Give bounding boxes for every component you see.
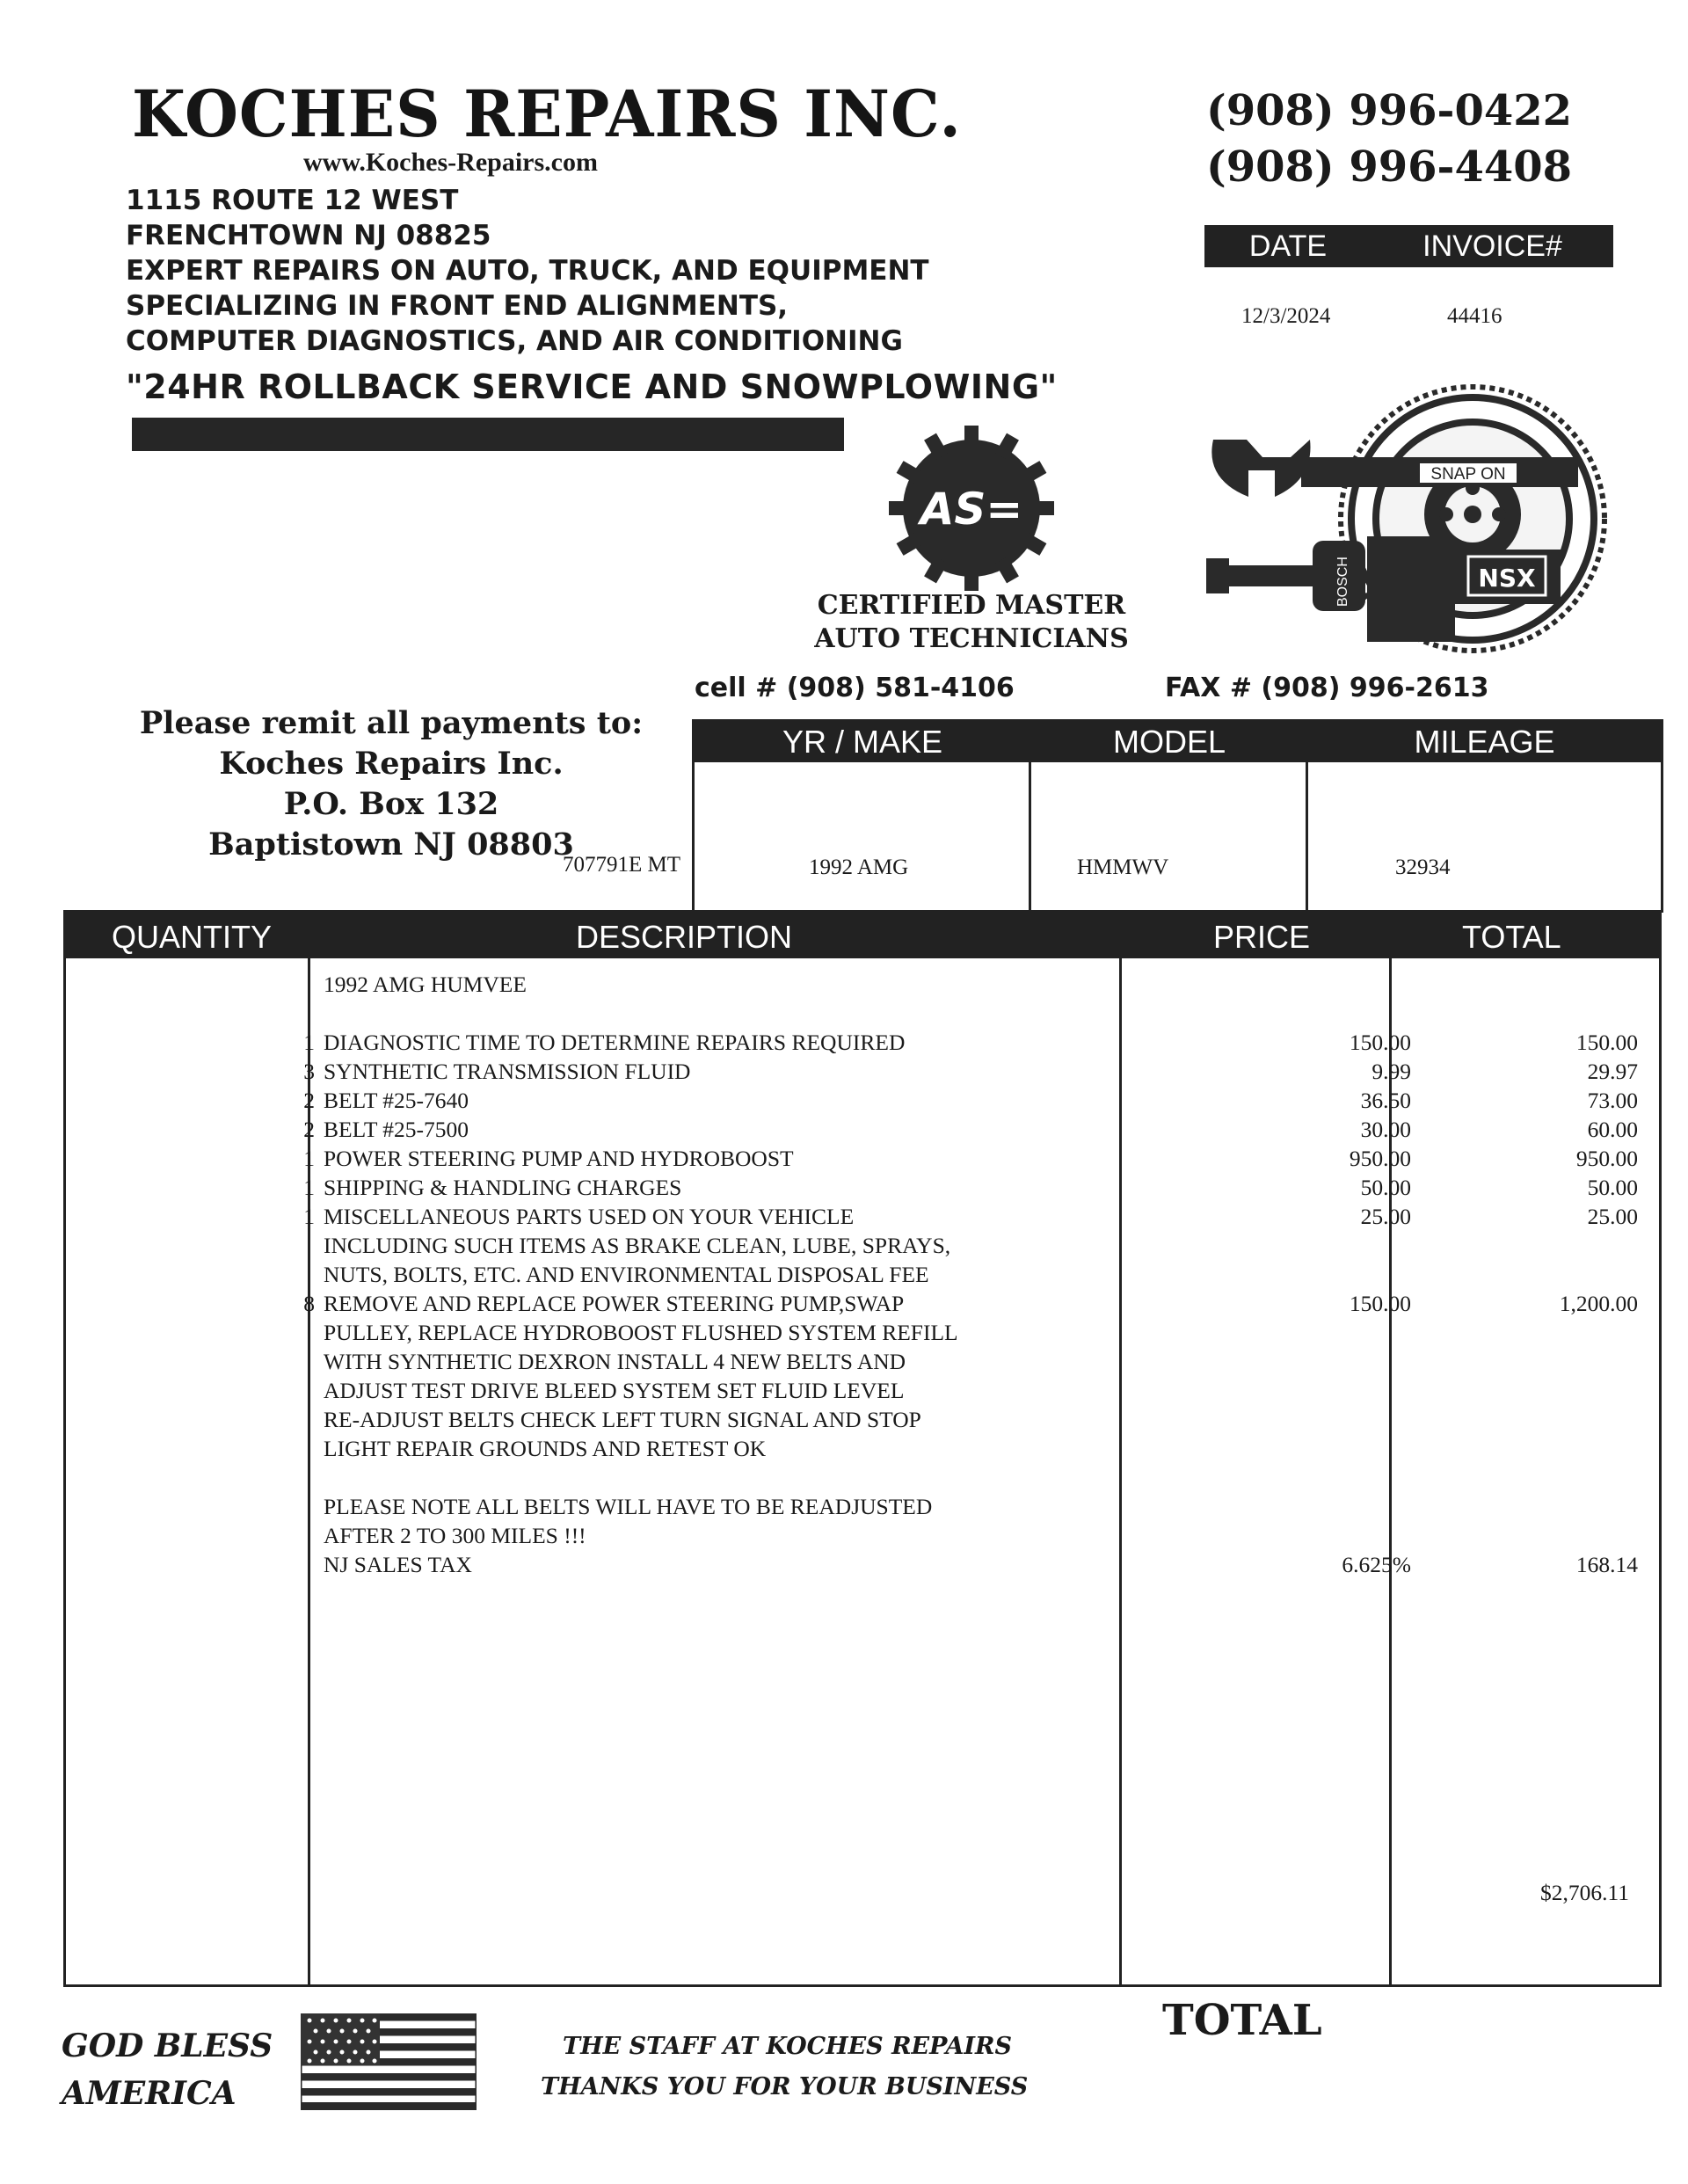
table-row — [66, 1434, 1659, 1463]
line-description: PLEASE NOTE ALL BELTS WILL HAVE TO BE READJUSTED — [324, 1494, 933, 1519]
invoice-number: 44416 — [1447, 304, 1502, 328]
mileage-header: MILEAGE — [1414, 724, 1555, 760]
company-name: KOCHES REPAIRS INC. — [132, 75, 962, 153]
snap-on-tools-logo-icon — [1196, 374, 1618, 664]
vehicle-table-header — [695, 722, 1661, 762]
line-quantity: 2 — [303, 1088, 315, 1113]
line-description: AFTER 2 TO 300 MILES !!! — [324, 1523, 586, 1548]
line-description: RE-ADJUST BELTS CHECK LEFT TURN SIGNAL AND STOP — [324, 1407, 921, 1432]
services-line: SPECIALIZING IN FRONT END ALIGNMENTS, — [126, 290, 789, 322]
invoice-number-label: INVOICE# — [1422, 229, 1562, 263]
column-divider — [1306, 722, 1308, 910]
remit-line: Baptistown NJ 08803 — [208, 826, 574, 863]
column-divider — [1029, 722, 1031, 910]
line-description: 1992 AMG HUMVEE — [324, 972, 527, 997]
line-price: 9.99 — [1372, 1059, 1411, 1084]
phone-number: (908) 996-0422 — [1206, 86, 1573, 135]
bosch-text: BOSCH — [1335, 557, 1350, 607]
ase-logo-text: AS= — [920, 484, 1023, 535]
vehicle-year-make: 1992 AMG — [809, 855, 909, 879]
services-line: COMPUTER DIAGNOSTICS, AND AIR CONDITIONING — [126, 325, 903, 357]
table-row — [66, 1289, 1659, 1318]
line-description: INCLUDING SUCH ITEMS AS BRAKE CLEAN, LUBE, SPRAYS, — [324, 1233, 951, 1258]
line-total: 150.00 — [1575, 1030, 1638, 1055]
cert-line-2: AUTO TECHNICIANS — [814, 623, 1129, 654]
line-price: 6.625% — [1342, 1552, 1411, 1577]
invoice-date: 12/3/2024 — [1241, 304, 1331, 328]
line-price: 150.00 — [1349, 1291, 1411, 1316]
date-label: DATE — [1248, 229, 1328, 263]
line-quantity: 2 — [303, 1117, 315, 1142]
remit-line: P.O. Box 132 — [283, 786, 499, 822]
line-description: NUTS, BOLTS, ETC. AND ENVIRONMENTAL DISPOSAL FEE — [324, 1262, 929, 1287]
table-row — [66, 1550, 1659, 1579]
american-flag-icon — [301, 2013, 477, 2110]
line-description: POWER STEERING PUMP AND HYDROBOOST — [324, 1146, 794, 1171]
line-price: 30.00 — [1360, 1117, 1411, 1142]
line-quantity: 3 — [303, 1059, 315, 1084]
line-price: 950.00 — [1349, 1146, 1411, 1171]
line-description: MISCELLANEOUS PARTS USED ON YOUR VEHICLE — [324, 1204, 855, 1229]
address-line: FRENCHTOWN NJ 08825 — [126, 220, 491, 251]
vehicle-model: HMMWV — [1077, 855, 1169, 879]
table-row — [66, 1057, 1659, 1086]
table-row — [66, 999, 1659, 1028]
line-total: 73.00 — [1587, 1088, 1638, 1113]
cell-phone: cell # (908) 581-4106 — [695, 673, 1015, 703]
fax-number: FAX # (908) 996-2613 — [1165, 673, 1489, 703]
model-header: MODEL — [1112, 724, 1226, 760]
grand-total-value: $2,706.11 — [1539, 1880, 1629, 1905]
snap-on-text: SNAP ON — [1430, 465, 1506, 484]
table-row — [66, 1173, 1659, 1202]
vehicle-mileage: 32934 — [1395, 855, 1451, 879]
line-description: BELT #25-7640 — [324, 1088, 469, 1113]
line-total: 29.97 — [1587, 1059, 1638, 1084]
line-description: SYNTHETIC TRANSMISSION FLUID — [324, 1059, 691, 1084]
header-divider-bar — [132, 418, 844, 451]
thank-you-line: THE STAFF AT KOCHES REPAIRS — [563, 2033, 1012, 2060]
table-row — [66, 1260, 1659, 1289]
table-row — [66, 1405, 1659, 1434]
invoice-line-items-table — [63, 910, 1662, 1987]
line-description: DIAGNOSTIC TIME TO DETERMINE REPAIRS REQUIRED — [324, 1030, 906, 1055]
line-price: 50.00 — [1360, 1175, 1411, 1200]
line-description: WITH SYNTHETIC DEXRON INSTALL 4 NEW BELTS AND — [324, 1349, 906, 1374]
yr-make-header: YR / MAKE — [782, 724, 943, 760]
table-row — [66, 1202, 1659, 1231]
table-row — [66, 1231, 1659, 1260]
remit-line: Koches Repairs Inc. — [219, 746, 564, 782]
cert-line-1: CERTIFIED MASTER — [817, 590, 1126, 621]
line-price: 25.00 — [1360, 1204, 1411, 1229]
vehicle-vin: 707791E MT — [563, 853, 681, 877]
table-row — [66, 1347, 1659, 1376]
line-quantity: 8 — [303, 1291, 315, 1316]
line-price: 150.00 — [1349, 1030, 1411, 1055]
address-line: 1115 ROUTE 12 WEST — [126, 185, 459, 216]
table-row — [66, 1115, 1659, 1144]
line-total: 168.14 — [1575, 1552, 1638, 1577]
table-row — [66, 1463, 1659, 1492]
table-row — [66, 1376, 1659, 1405]
vehicle-info-table — [692, 719, 1663, 913]
line-total: 950.00 — [1575, 1146, 1638, 1171]
line-description: LIGHT REPAIR GROUNDS AND RETEST OK — [324, 1436, 767, 1461]
line-quantity: 1 — [303, 1204, 315, 1229]
line-quantity: 1 — [303, 1175, 315, 1200]
line-description: PULLEY, REPLACE HYDROBOOST FLUSHED SYSTEM REFILL — [324, 1320, 958, 1345]
line-total: 60.00 — [1587, 1117, 1638, 1142]
slogan: "24HR ROLLBACK SERVICE AND SNOWPLOWING" — [126, 368, 1058, 406]
line-price: 36.50 — [1360, 1088, 1411, 1113]
god-bless-america-text — [62, 2022, 273, 2117]
thank-you-line: THANKS YOU FOR YOUR BUSINESS — [541, 2073, 1029, 2100]
table-row — [66, 1492, 1659, 1521]
line-description: SHIPPING & HANDLING CHARGES — [324, 1175, 682, 1200]
line-description: NJ SALES TAX — [324, 1552, 472, 1577]
remit-line: Please remit all payments to: — [139, 705, 644, 741]
table-row — [66, 970, 1659, 999]
quantity-header: QUANTITY — [112, 919, 273, 955]
table-row — [66, 1318, 1659, 1347]
table-row — [66, 1144, 1659, 1173]
certified-master-text — [791, 589, 1152, 656]
services-line: EXPERT REPAIRS ON AUTO, TRUCK, AND EQUIPMENT — [126, 255, 929, 287]
line-description: ADJUST TEST DRIVE BLEED SYSTEM SET FLUID LEVEL — [324, 1378, 905, 1403]
table-row — [66, 1521, 1659, 1550]
line-total: 25.00 — [1587, 1204, 1638, 1229]
price-header: PRICE — [1213, 919, 1311, 955]
line-quantity: 1 — [303, 1146, 315, 1171]
description-header: DESCRIPTION — [576, 919, 793, 955]
line-total: 1,200.00 — [1559, 1291, 1638, 1316]
total-header: TOTAL — [1462, 919, 1561, 955]
line-quantity: 1 — [303, 1030, 315, 1055]
nsx-text: NSX — [1478, 564, 1536, 593]
company-website: www.Koches-Repairs.com — [303, 148, 598, 177]
line-total: 50.00 — [1587, 1175, 1638, 1200]
line-description: BELT #25-7500 — [324, 1117, 469, 1142]
thank-you-message — [541, 2027, 1028, 2108]
god-bless-line: AMERICA — [62, 2075, 236, 2112]
phone-number: (908) 996-4408 — [1206, 142, 1573, 192]
table-row — [66, 1028, 1659, 1057]
line-description: REMOVE AND REPLACE POWER STEERING PUMP,SWAP — [324, 1291, 905, 1316]
god-bless-line: GOD BLESS — [62, 2027, 273, 2064]
date-invoice-header — [1204, 225, 1613, 267]
table-row — [66, 1086, 1659, 1115]
remit-address — [106, 703, 677, 865]
ase-logo-icon — [884, 420, 1059, 596]
line-items-header — [66, 913, 1659, 958]
total-label: TOTAL — [1162, 1996, 1322, 2045]
